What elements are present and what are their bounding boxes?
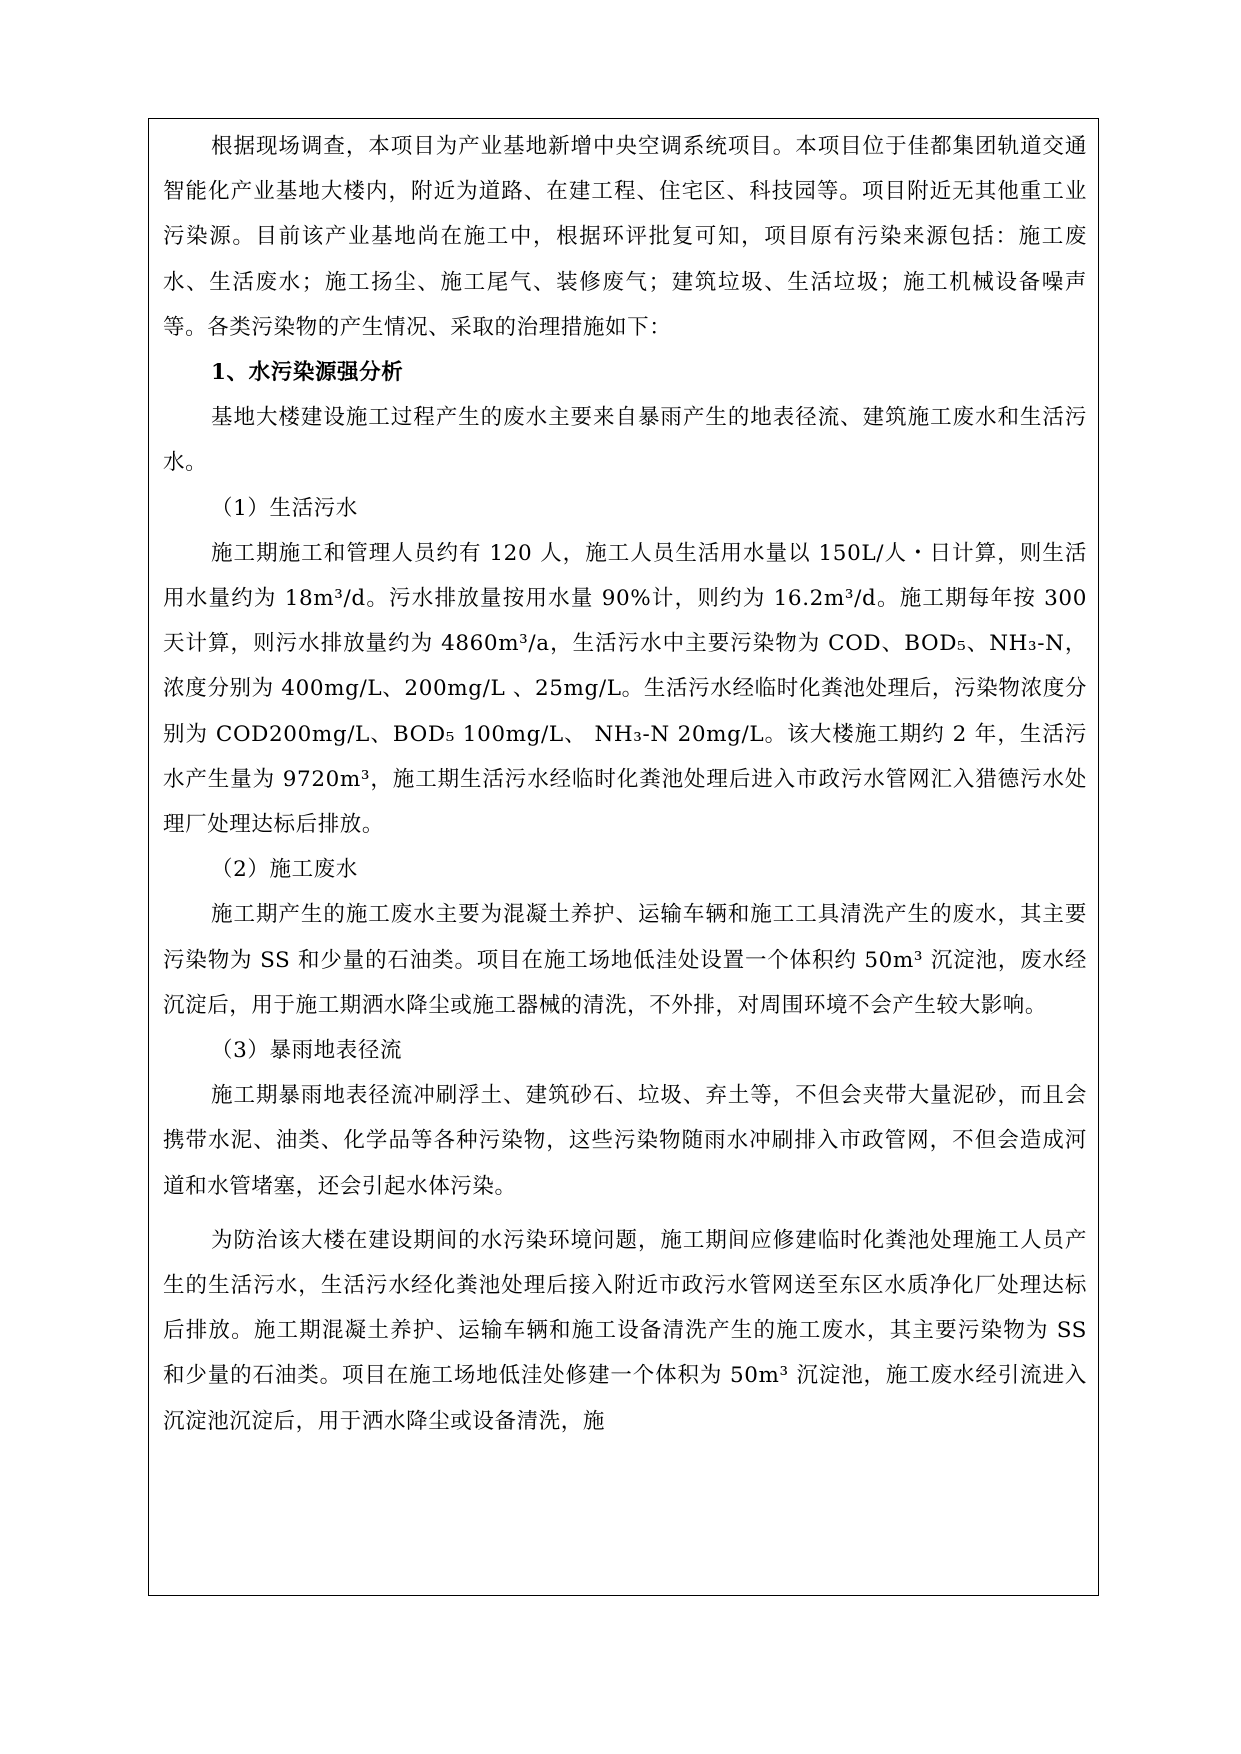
body-paragraph: 施工期产生的施工废水主要为混凝土养护、运输车辆和施工工具清洗产生的废水，其主要污染物为 SS 和少量的石油类。项目在施工场地低洼处设置一个体积约 50m³ 沉淀池，废水经沉淀后，用于施工期洒水降尘或施工器械的清洗，不外排，对周围环境不会产生较大影响。 xyxy=(163,902,1087,1018)
section-heading: 1、水污染源强分析 xyxy=(211,360,404,386)
subsection-heading: （2）施工废水 xyxy=(211,857,358,883)
document-body xyxy=(163,124,1087,1444)
body-paragraph: 施工期暴雨地表径流冲刷浮土、建筑砂石、垃圾、弃土等，不但会夹带大量泥砂，而且会携带水泥、油类、化学品等各种污染物，这些污染物随雨水冲刷排入市政管网，不但会造成河道和水管堵塞，还会引起水体污染。 xyxy=(163,1083,1087,1199)
subsection-heading: （1）生活污水 xyxy=(211,495,358,521)
body-paragraph: 基地大楼建设施工过程产生的废水主要来自暴雨产生的地表径流、建筑施工废水和生活污水。 xyxy=(163,405,1087,476)
subsection-heading: （3）暴雨地表径流 xyxy=(211,1038,403,1064)
body-paragraph: 施工期施工和管理人员约有 120 人，施工人员生活用水量以 150L/人・日计算，则生活用水量约为 18m³/d。污水排放量按用水量 90%计，则约为 16.2m³/d。施工期每年按 300 天计算，则污水排放量约为 4860m³/a，生活污水中主要污染物为 COD、BOD₅、NH₃-N，浓度分别为 400mg/L、200mg/L 、25mg/L。生活污水经临时化粪池处理后，污染物浓度分别为 COD200mg/L、BOD₅ 100mg/L、 NH₃-N 20mg/L。该大楼施工期约 2 年，生活污水产生量为 9720m³，施工期生活污水经临时化粪池处理后进入市政污水管网汇入猎德污水处理厂处理达标后排放。 xyxy=(163,540,1087,838)
body-paragraph: 为防治该大楼在建设期间的水污染环境问题，施工期间应修建临时化粪池处理施工人员产生的生活污水，生活污水经化粪池处理后接入附近市政污水管网送至东区水质净化厂处理达标后排放。施工期混凝土养护、运输车辆和施工设备清洗产生的施工废水，其主要污染物为 SS 和少量的石油类。项目在施工场地低洼处修建一个体积为 50m³ 沉淀池，施工废水经引流进入沉淀池沉淀后，用于洒水降尘或设备清洗，施 xyxy=(163,1227,1087,1434)
intro-paragraph: 根据现场调查，本项目为产业基地新增中央空调系统项目。本项目位于佳都集团轨道交通智能化产业基地大楼内，附近为道路、在建工程、住宅区、科技园等。项目附近无其他重工业污染源。目前该产业基地尚在施工中，根据环评批复可知，项目原有污染来源包括：施工废水、生活废水；施工扬尘、施工尾气、装修废气；建筑垃圾、生活垃圾；施工机械设备噪声等。各类污染物的产生情况、采取的治理措施如下： xyxy=(163,134,1087,340)
